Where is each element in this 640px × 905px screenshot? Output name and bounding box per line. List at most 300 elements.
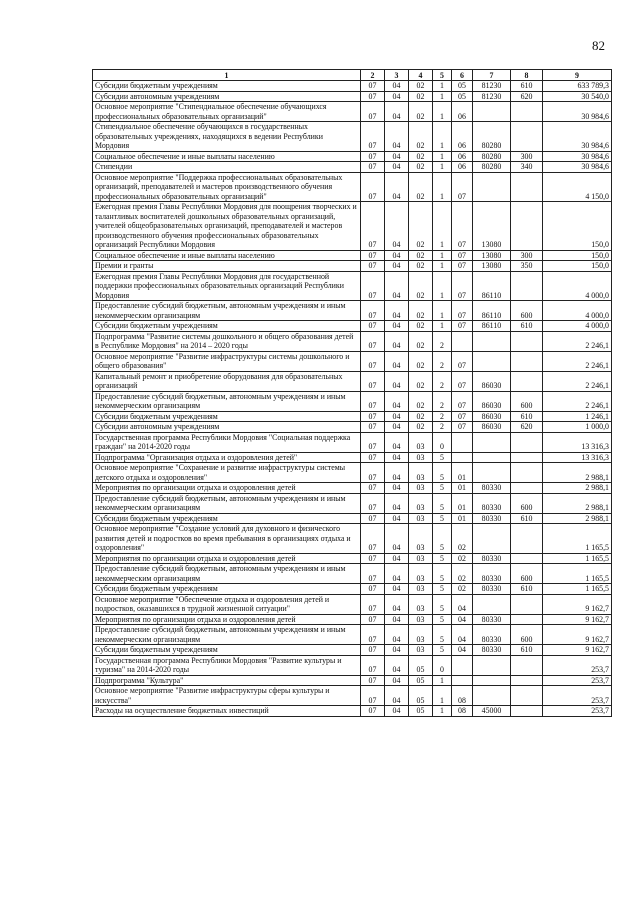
- expense-type-code-cell: [511, 483, 543, 494]
- subprogram-code-cell: 5: [433, 584, 452, 595]
- subsection-code-cell: 04: [385, 371, 409, 391]
- table-row: [93, 686, 612, 706]
- measure-code-cell: 01: [452, 493, 473, 513]
- row-name-cell: Ежегодная премия Главы Республики Мордовия для поощрения творческих и талантливых воспитателей дошкольных образовательных организаций, учителей общеобразовательных организаций, преподавателей и мастеров производственного обучения профессиональных образовательных организаций Республики Мордовия: [93, 202, 361, 251]
- amount-cell: 1 246,1: [543, 411, 612, 422]
- direction-code-cell: [473, 524, 511, 554]
- program-code-cell: 02: [409, 331, 433, 351]
- program-code-cell: 02: [409, 202, 433, 251]
- section-code-cell: 07: [361, 686, 385, 706]
- page-number: 82: [592, 38, 605, 53]
- row-name-cell: Ежегодная премия Главы Республики Мордовия для государственной поддержки профессиональных образовательных организаций Республики Мордовия: [93, 271, 361, 301]
- subprogram-code-cell: 2: [433, 371, 452, 391]
- section-code-cell: 07: [361, 675, 385, 686]
- table-row: [93, 706, 612, 717]
- subprogram-code-cell: 5: [433, 625, 452, 645]
- subprogram-code-cell: 1: [433, 172, 452, 202]
- table-row: [93, 452, 612, 463]
- program-code-cell: 02: [409, 172, 433, 202]
- measure-code-cell: 07: [452, 271, 473, 301]
- amount-cell: 1 165,5: [543, 524, 612, 554]
- section-code-cell: 07: [361, 655, 385, 675]
- amount-cell: 30 984,6: [543, 151, 612, 162]
- expense-type-code-cell: 600: [511, 301, 543, 321]
- amount-cell: 1 000,0: [543, 422, 612, 433]
- subsection-code-cell: 04: [385, 301, 409, 321]
- subsection-code-cell: 04: [385, 483, 409, 494]
- subprogram-code-cell: 5: [433, 513, 452, 524]
- amount-cell: 2 246,1: [543, 391, 612, 411]
- program-code-cell: 05: [409, 675, 433, 686]
- section-code-cell: 07: [361, 81, 385, 92]
- program-code-cell: 02: [409, 122, 433, 152]
- header-cell-9: 9: [543, 70, 612, 81]
- row-name-cell: Премии и гранты: [93, 261, 361, 272]
- direction-code-cell: 86030: [473, 371, 511, 391]
- section-code-cell: 07: [361, 493, 385, 513]
- expense-type-code-cell: 600: [511, 391, 543, 411]
- subsection-code-cell: 04: [385, 162, 409, 173]
- subsection-code-cell: 04: [385, 493, 409, 513]
- section-code-cell: 07: [361, 645, 385, 656]
- amount-cell: 30 984,6: [543, 102, 612, 122]
- direction-code-cell: [473, 102, 511, 122]
- row-name-cell: Социальное обеспечение и иные выплаты населению: [93, 151, 361, 162]
- amount-cell: 2 988,1: [543, 463, 612, 483]
- section-code-cell: 07: [361, 553, 385, 564]
- row-name-cell: Социальное обеспечение и иные выплаты населению: [93, 250, 361, 261]
- table-row: [93, 422, 612, 433]
- table-row: [93, 411, 612, 422]
- header-cell-5: 5: [433, 70, 452, 81]
- program-code-cell: 05: [409, 686, 433, 706]
- measure-code-cell: 06: [452, 102, 473, 122]
- section-code-cell: 07: [361, 422, 385, 433]
- measure-code-cell: 05: [452, 91, 473, 102]
- program-code-cell: 03: [409, 584, 433, 595]
- row-name-cell: Основное мероприятие "Сохранение и развитие инфраструктуры системы детского отдыха и оздоровления": [93, 463, 361, 483]
- amount-cell: 2 988,1: [543, 493, 612, 513]
- subsection-code-cell: 04: [385, 91, 409, 102]
- row-name-cell: Государственная программа Республики Мордовия "Социальная поддержка граждан" на 2014-2020 годы: [93, 432, 361, 452]
- subsection-code-cell: 04: [385, 271, 409, 301]
- measure-code-cell: [452, 432, 473, 452]
- table-row: [93, 172, 612, 202]
- program-code-cell: 03: [409, 452, 433, 463]
- table-row: [93, 463, 612, 483]
- measure-code-cell: 02: [452, 584, 473, 595]
- section-code-cell: 07: [361, 351, 385, 371]
- amount-cell: 4 000,0: [543, 301, 612, 321]
- section-code-cell: 07: [361, 625, 385, 645]
- section-code-cell: 07: [361, 331, 385, 351]
- measure-code-cell: 07: [452, 351, 473, 371]
- direction-code-cell: 13080: [473, 261, 511, 272]
- program-code-cell: 03: [409, 524, 433, 554]
- program-code-cell: 03: [409, 432, 433, 452]
- direction-code-cell: [473, 655, 511, 675]
- amount-cell: 9 162,7: [543, 645, 612, 656]
- subprogram-code-cell: 5: [433, 553, 452, 564]
- program-code-cell: 02: [409, 81, 433, 92]
- direction-code-cell: [473, 432, 511, 452]
- row-name-cell: Подпрограмма "Культура": [93, 675, 361, 686]
- amount-cell: 1 165,5: [543, 553, 612, 564]
- section-code-cell: 07: [361, 162, 385, 173]
- subsection-code-cell: 04: [385, 422, 409, 433]
- subprogram-code-cell: 5: [433, 452, 452, 463]
- measure-code-cell: 07: [452, 411, 473, 422]
- table-row: [93, 391, 612, 411]
- subsection-code-cell: 04: [385, 463, 409, 483]
- subprogram-code-cell: 1: [433, 301, 452, 321]
- table-row: [93, 675, 612, 686]
- program-code-cell: 05: [409, 706, 433, 717]
- amount-cell: 2 246,1: [543, 331, 612, 351]
- measure-code-cell: [452, 331, 473, 351]
- subsection-code-cell: 04: [385, 391, 409, 411]
- program-code-cell: 02: [409, 422, 433, 433]
- measure-code-cell: 07: [452, 301, 473, 321]
- measure-code-cell: 07: [452, 172, 473, 202]
- row-name-cell: Основное мероприятие "Обеспечение отдыха и оздоровления детей и подростков, оказавшихся в трудной жизненной ситуации": [93, 594, 361, 614]
- expense-type-code-cell: 610: [511, 321, 543, 332]
- subprogram-code-cell: 0: [433, 432, 452, 452]
- direction-code-cell: 80280: [473, 162, 511, 173]
- subsection-code-cell: 04: [385, 553, 409, 564]
- expense-type-code-cell: [511, 675, 543, 686]
- direction-code-cell: 80330: [473, 493, 511, 513]
- amount-cell: 9 162,7: [543, 614, 612, 625]
- direction-code-cell: [473, 172, 511, 202]
- measure-code-cell: 08: [452, 686, 473, 706]
- section-code-cell: 07: [361, 614, 385, 625]
- row-name-cell: Субсидии автономным учреждениям: [93, 91, 361, 102]
- expense-type-code-cell: 620: [511, 91, 543, 102]
- subsection-code-cell: 04: [385, 625, 409, 645]
- section-code-cell: 07: [361, 371, 385, 391]
- table-row: [93, 301, 612, 321]
- measure-code-cell: 01: [452, 483, 473, 494]
- table-row: [93, 202, 612, 251]
- budget-table: [92, 69, 612, 717]
- subprogram-code-cell: 1: [433, 271, 452, 301]
- amount-cell: 9 162,7: [543, 625, 612, 645]
- subsection-code-cell: 04: [385, 250, 409, 261]
- row-name-cell: Предоставление субсидий бюджетным, автономным учреждениям и иным некоммерческим организациям: [93, 625, 361, 645]
- amount-cell: 2 246,1: [543, 371, 612, 391]
- expense-type-code-cell: [511, 432, 543, 452]
- row-name-cell: Расходы на осуществление бюджетных инвестиций: [93, 706, 361, 717]
- subprogram-code-cell: 0: [433, 655, 452, 675]
- amount-cell: 150,0: [543, 250, 612, 261]
- direction-code-cell: 86110: [473, 301, 511, 321]
- subprogram-code-cell: 5: [433, 483, 452, 494]
- header-cell-6: 6: [452, 70, 473, 81]
- amount-cell: 13 316,3: [543, 432, 612, 452]
- measure-code-cell: 02: [452, 524, 473, 554]
- header-row: [93, 70, 612, 81]
- measure-code-cell: 04: [452, 645, 473, 656]
- direction-code-cell: 86110: [473, 271, 511, 301]
- direction-code-cell: [473, 351, 511, 371]
- amount-cell: 30 984,6: [543, 122, 612, 152]
- measure-code-cell: 02: [452, 564, 473, 584]
- table-row: [93, 261, 612, 272]
- expense-type-code-cell: [511, 524, 543, 554]
- subprogram-code-cell: 5: [433, 614, 452, 625]
- expense-type-code-cell: 610: [511, 81, 543, 92]
- subsection-code-cell: 04: [385, 594, 409, 614]
- direction-code-cell: 86030: [473, 422, 511, 433]
- section-code-cell: 07: [361, 452, 385, 463]
- row-name-cell: Основное мероприятие "Поддержка профессиональных образовательных организаций, преподавателей и мастеров производственного обучения профессиональных образовательных организаций": [93, 172, 361, 202]
- expense-type-code-cell: [511, 172, 543, 202]
- table-row: [93, 122, 612, 152]
- section-code-cell: 07: [361, 271, 385, 301]
- direction-code-cell: 13080: [473, 250, 511, 261]
- section-code-cell: 07: [361, 102, 385, 122]
- row-name-cell: Предоставление субсидий бюджетным, автономным учреждениям и иным некоммерческим организациям: [93, 301, 361, 321]
- direction-code-cell: [473, 675, 511, 686]
- section-code-cell: 07: [361, 202, 385, 251]
- direction-code-cell: 80330: [473, 564, 511, 584]
- direction-code-cell: 80330: [473, 553, 511, 564]
- measure-code-cell: 07: [452, 250, 473, 261]
- subsection-code-cell: 04: [385, 432, 409, 452]
- measure-code-cell: [452, 655, 473, 675]
- subsection-code-cell: 04: [385, 102, 409, 122]
- expense-type-code-cell: [511, 122, 543, 152]
- subsection-code-cell: 04: [385, 584, 409, 595]
- subprogram-code-cell: 1: [433, 122, 452, 152]
- program-code-cell: 02: [409, 411, 433, 422]
- program-code-cell: 02: [409, 391, 433, 411]
- table-row: [93, 524, 612, 554]
- table-body: [93, 81, 612, 717]
- subsection-code-cell: 04: [385, 524, 409, 554]
- subsection-code-cell: 04: [385, 122, 409, 152]
- amount-cell: 253,7: [543, 675, 612, 686]
- subprogram-code-cell: 2: [433, 422, 452, 433]
- program-code-cell: 03: [409, 564, 433, 584]
- expense-type-code-cell: [511, 553, 543, 564]
- subsection-code-cell: 04: [385, 513, 409, 524]
- direction-code-cell: 80330: [473, 483, 511, 494]
- table-row: [93, 483, 612, 494]
- row-name-cell: Основное мероприятие "Развитие инфраструктуры сферы культуры и искусства": [93, 686, 361, 706]
- amount-cell: 9 162,7: [543, 594, 612, 614]
- expense-type-code-cell: [511, 594, 543, 614]
- subprogram-code-cell: 5: [433, 564, 452, 584]
- subprogram-code-cell: 1: [433, 202, 452, 251]
- table-row: [93, 645, 612, 656]
- expense-type-code-cell: 610: [511, 411, 543, 422]
- row-name-cell: Подпрограмма "Развитие системы дошкольного и общего образования детей в Республике Мордовия" на 2014 – 2020 годы: [93, 331, 361, 351]
- program-code-cell: 03: [409, 594, 433, 614]
- measure-code-cell: 04: [452, 594, 473, 614]
- subsection-code-cell: 04: [385, 261, 409, 272]
- direction-code-cell: 80280: [473, 151, 511, 162]
- program-code-cell: 03: [409, 513, 433, 524]
- expense-type-code-cell: [511, 331, 543, 351]
- row-name-cell: Мероприятия по организации отдыха и оздоровления детей: [93, 483, 361, 494]
- subprogram-code-cell: 1: [433, 81, 452, 92]
- direction-code-cell: 13080: [473, 202, 511, 251]
- amount-cell: 633 789,3: [543, 81, 612, 92]
- section-code-cell: 07: [361, 564, 385, 584]
- subprogram-code-cell: 1: [433, 686, 452, 706]
- section-code-cell: 07: [361, 524, 385, 554]
- section-code-cell: 07: [361, 706, 385, 717]
- measure-code-cell: 08: [452, 706, 473, 717]
- table-row: [93, 625, 612, 645]
- subprogram-code-cell: 1: [433, 250, 452, 261]
- direction-code-cell: [473, 686, 511, 706]
- table-row: [93, 594, 612, 614]
- direction-code-cell: 81230: [473, 91, 511, 102]
- program-code-cell: 02: [409, 102, 433, 122]
- subsection-code-cell: 04: [385, 321, 409, 332]
- table-row: [93, 331, 612, 351]
- section-code-cell: 07: [361, 483, 385, 494]
- table-row: [93, 271, 612, 301]
- subsection-code-cell: 04: [385, 655, 409, 675]
- section-code-cell: 07: [361, 172, 385, 202]
- subprogram-code-cell: 5: [433, 463, 452, 483]
- subsection-code-cell: 04: [385, 614, 409, 625]
- amount-cell: 4 000,0: [543, 321, 612, 332]
- row-name-cell: Стипендии: [93, 162, 361, 173]
- program-code-cell: 03: [409, 463, 433, 483]
- measure-code-cell: 05: [452, 81, 473, 92]
- expense-type-code-cell: 600: [511, 493, 543, 513]
- row-name-cell: Мероприятия по организации отдыха и оздоровления детей: [93, 614, 361, 625]
- table-row: [93, 81, 612, 92]
- measure-code-cell: 01: [452, 463, 473, 483]
- amount-cell: 13 316,3: [543, 452, 612, 463]
- header-cell-4: 4: [409, 70, 433, 81]
- subprogram-code-cell: 2: [433, 391, 452, 411]
- expense-type-code-cell: [511, 271, 543, 301]
- program-code-cell: 03: [409, 483, 433, 494]
- table-row: [93, 321, 612, 332]
- section-code-cell: 07: [361, 411, 385, 422]
- program-code-cell: 02: [409, 321, 433, 332]
- table-row: [93, 250, 612, 261]
- subprogram-code-cell: 1: [433, 91, 452, 102]
- program-code-cell: 03: [409, 645, 433, 656]
- row-name-cell: Субсидии бюджетным учреждениям: [93, 513, 361, 524]
- amount-cell: 2 988,1: [543, 513, 612, 524]
- program-code-cell: 02: [409, 162, 433, 173]
- program-code-cell: 03: [409, 614, 433, 625]
- program-code-cell: 02: [409, 151, 433, 162]
- subprogram-code-cell: 1: [433, 321, 452, 332]
- expense-type-code-cell: 600: [511, 564, 543, 584]
- table-row: [93, 351, 612, 371]
- expense-type-code-cell: [511, 655, 543, 675]
- row-name-cell: Стипендиальное обеспечение обучающихся в государственных образовательных учреждениях, находящихся в ведении Республики Мордовия: [93, 122, 361, 152]
- subprogram-code-cell: 2: [433, 351, 452, 371]
- program-code-cell: 02: [409, 250, 433, 261]
- direction-code-cell: [473, 452, 511, 463]
- subsection-code-cell: 04: [385, 351, 409, 371]
- section-code-cell: 07: [361, 250, 385, 261]
- subprogram-code-cell: 1: [433, 151, 452, 162]
- measure-code-cell: 07: [452, 371, 473, 391]
- measure-code-cell: [452, 675, 473, 686]
- direction-code-cell: 80280: [473, 122, 511, 152]
- direction-code-cell: 80330: [473, 513, 511, 524]
- amount-cell: 150,0: [543, 261, 612, 272]
- amount-cell: 1 165,5: [543, 584, 612, 595]
- expense-type-code-cell: 340: [511, 162, 543, 173]
- program-code-cell: 03: [409, 493, 433, 513]
- measure-code-cell: 01: [452, 513, 473, 524]
- measure-code-cell: 04: [452, 625, 473, 645]
- direction-code-cell: [473, 594, 511, 614]
- subsection-code-cell: 04: [385, 564, 409, 584]
- section-code-cell: 07: [361, 321, 385, 332]
- subsection-code-cell: 04: [385, 452, 409, 463]
- measure-code-cell: 07: [452, 422, 473, 433]
- measure-code-cell: 04: [452, 614, 473, 625]
- direction-code-cell: 81230: [473, 81, 511, 92]
- table-row: [93, 655, 612, 675]
- table-row: [93, 584, 612, 595]
- section-code-cell: 07: [361, 151, 385, 162]
- measure-code-cell: 06: [452, 122, 473, 152]
- row-name-cell: Субсидии автономным учреждениям: [93, 422, 361, 433]
- row-name-cell: Основное мероприятие "Стипендиальное обеспечение обучающихся профессиональных образовательных организаций": [93, 102, 361, 122]
- expense-type-code-cell: [511, 202, 543, 251]
- subprogram-code-cell: 5: [433, 493, 452, 513]
- measure-code-cell: 06: [452, 151, 473, 162]
- row-name-cell: Мероприятия по организации отдыха и оздоровления детей: [93, 553, 361, 564]
- row-name-cell: Субсидии бюджетным учреждениям: [93, 411, 361, 422]
- subprogram-code-cell: 1: [433, 162, 452, 173]
- subprogram-code-cell: 1: [433, 261, 452, 272]
- direction-code-cell: 86030: [473, 411, 511, 422]
- subsection-code-cell: 04: [385, 172, 409, 202]
- subprogram-code-cell: 1: [433, 102, 452, 122]
- table-row: [93, 493, 612, 513]
- header-cell-1: 1: [93, 70, 361, 81]
- row-name-cell: Субсидии бюджетным учреждениям: [93, 645, 361, 656]
- direction-code-cell: [473, 463, 511, 483]
- subprogram-code-cell: 5: [433, 524, 452, 554]
- section-code-cell: 07: [361, 91, 385, 102]
- expense-type-code-cell: [511, 371, 543, 391]
- table-row: [93, 102, 612, 122]
- direction-code-cell: 86110: [473, 321, 511, 332]
- program-code-cell: 02: [409, 261, 433, 272]
- expense-type-code-cell: [511, 102, 543, 122]
- measure-code-cell: 07: [452, 261, 473, 272]
- expense-type-code-cell: 300: [511, 250, 543, 261]
- expense-type-code-cell: 610: [511, 584, 543, 595]
- program-code-cell: 02: [409, 301, 433, 321]
- direction-code-cell: 86030: [473, 391, 511, 411]
- table-row: [93, 151, 612, 162]
- section-code-cell: 07: [361, 122, 385, 152]
- subprogram-code-cell: 5: [433, 594, 452, 614]
- direction-code-cell: 80330: [473, 614, 511, 625]
- expense-type-code-cell: [511, 614, 543, 625]
- amount-cell: 2 988,1: [543, 483, 612, 494]
- subprogram-code-cell: 2: [433, 411, 452, 422]
